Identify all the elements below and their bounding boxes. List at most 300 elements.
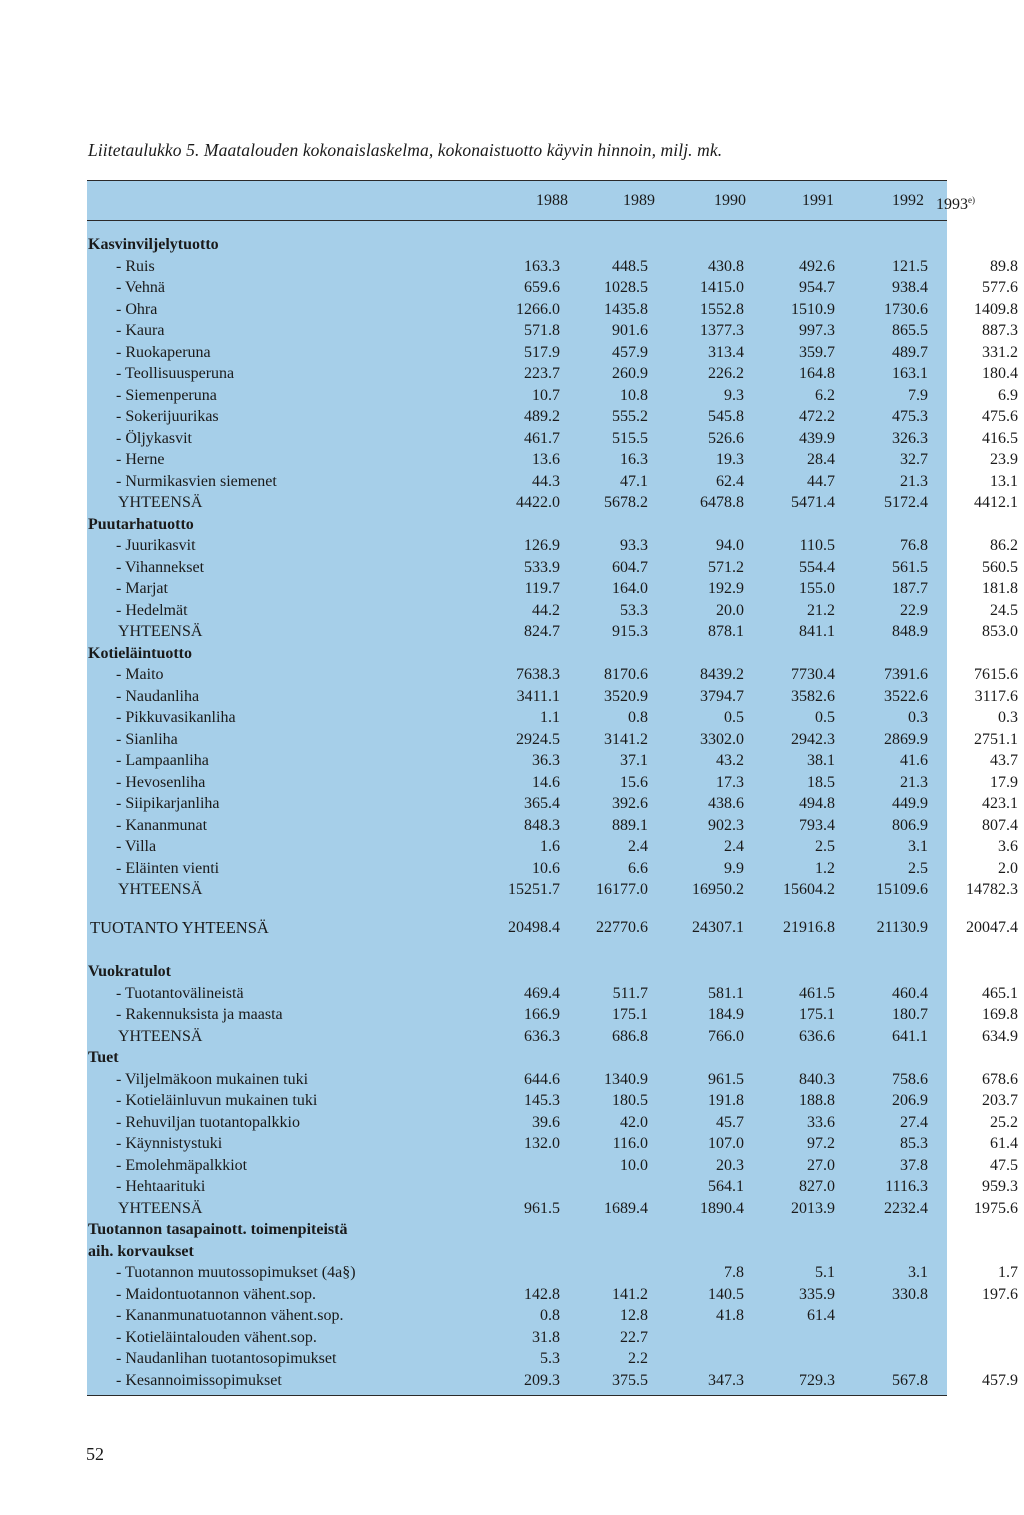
value-cell-1992: 85.3: [900, 1135, 928, 1152]
value-cell-1991: 335.9: [799, 1286, 835, 1303]
table-row: [88, 385, 1018, 406]
value-cell-1992: 0.3: [908, 709, 928, 726]
value-cell-1992: 163.1: [892, 365, 928, 382]
value-cell-1989: 901.6: [612, 322, 648, 339]
row-label: - Ruis: [116, 258, 155, 275]
table-row: [88, 707, 1018, 728]
value-cell-1991: 164.8: [799, 365, 835, 382]
year-header-1988: 1988: [536, 192, 568, 209]
row-label: - Kananmunat: [116, 817, 208, 834]
table-row: [88, 1327, 944, 1348]
value-cell-1990: 3794.7: [700, 688, 744, 705]
value-cell-1992: 326.3: [892, 430, 928, 447]
value-cell-1988: 644.6: [524, 1071, 560, 1088]
row-label: - Maito: [116, 666, 164, 683]
table-row: [88, 1370, 1018, 1391]
row-label: - Naudanliha: [116, 688, 200, 705]
row-label: - Viljelmäkoon mukainen tuki: [116, 1071, 309, 1088]
value-cell-1992: 449.9: [892, 795, 928, 812]
table-row: [88, 750, 1018, 771]
value-cell-1991: 110.5: [799, 537, 835, 554]
value-cell-1993: 331.2: [982, 344, 1018, 361]
value-cell-1989: 1028.5: [604, 279, 648, 296]
table-row: [88, 1112, 1018, 1133]
value-cell-1988: 1.1: [540, 709, 560, 726]
subtotal-row: [88, 1198, 1018, 1219]
table-row: [88, 320, 1018, 341]
value-cell-1989: 375.5: [612, 1372, 648, 1389]
value-cell-1993: 1975.6: [974, 1200, 1018, 1217]
value-cell-1990: 430.8: [708, 258, 744, 275]
table-row: [88, 686, 1018, 707]
value-cell-1993: 560.5: [982, 559, 1018, 576]
value-cell-1992: 489.7: [892, 344, 928, 361]
section-header-row: [88, 1219, 944, 1240]
year-header-1990: 1990: [714, 192, 746, 209]
value-cell-1990: 545.8: [708, 408, 744, 425]
value-cell-1991: 155.0: [799, 580, 835, 597]
value-cell-1993: 89.8: [990, 258, 1018, 275]
value-cell-1993: 13.1: [990, 473, 1018, 490]
table-row: [88, 793, 1018, 814]
value-cell-1990: 1552.8: [700, 301, 744, 318]
value-cell-1989: 10.8: [620, 387, 648, 404]
value-cell-1991: 175.1: [799, 1006, 835, 1023]
value-cell-1988: 223.7: [524, 365, 560, 382]
value-cell-1990: 43.2: [716, 752, 744, 769]
value-cell-1989: 515.5: [612, 430, 648, 447]
value-cell-1992: 806.9: [892, 817, 928, 834]
value-cell-1989: 3141.2: [604, 731, 648, 748]
row-label: - Vehnä: [116, 279, 166, 296]
value-cell-1993: 1.7: [998, 1264, 1018, 1281]
table-row: [88, 256, 1018, 277]
year-header-1993: [882, 190, 975, 215]
value-cell-1991: 97.2: [807, 1135, 835, 1152]
value-cell-1992: 1116.3: [885, 1178, 928, 1195]
table-row: [88, 363, 1018, 384]
value-cell-1993: 86.2: [990, 537, 1018, 554]
value-cell-1993: 4412.1: [974, 494, 1018, 511]
value-cell-1991: 554.4: [799, 559, 835, 576]
value-cell-1991: 33.6: [807, 1114, 835, 1131]
row-label: - Öljykasvit: [116, 430, 192, 447]
value-cell-1990: 7.8: [724, 1264, 744, 1281]
value-cell-1993: 61.4: [990, 1135, 1018, 1152]
table-row: [88, 406, 1018, 427]
value-cell-1991: 15604.2: [783, 881, 835, 898]
row-label: - Siemenperuna: [116, 387, 217, 404]
value-cell-1991: 38.1: [807, 752, 835, 769]
table-row: [88, 1069, 1018, 1090]
table-row: [88, 535, 1018, 556]
value-cell-1989: 116.0: [612, 1135, 648, 1152]
value-cell-1993: 14782.3: [966, 881, 1018, 898]
value-cell-1990: 17.3: [716, 774, 744, 791]
value-cell-1988: 119.7: [524, 580, 560, 597]
value-cell-1992: 76.8: [900, 537, 928, 554]
value-cell-1993: 2.0: [998, 860, 1018, 877]
subtotal-row: [88, 621, 1018, 642]
value-cell-1990: 1377.3: [700, 322, 744, 339]
subtotal-row: [88, 1026, 1018, 1047]
value-cell-1989: 555.2: [612, 408, 648, 425]
value-cell-1988: 145.3: [524, 1092, 560, 1109]
value-cell-1992: 1730.6: [884, 301, 928, 318]
value-cell-1989: 457.9: [612, 344, 648, 361]
row-label: - Naudanlihan tuotantosopimukset: [116, 1350, 337, 1367]
value-cell-1992: 27.4: [900, 1114, 928, 1131]
value-cell-1991: 793.4: [799, 817, 835, 834]
section-label: Tuet: [88, 1049, 119, 1066]
table-row: [88, 1176, 1018, 1197]
value-cell-1992: 21.3: [900, 774, 928, 791]
row-label: - Nurmikasvien siemenet: [116, 473, 277, 490]
value-cell-1993: 7615.6: [974, 666, 1018, 683]
value-cell-1993: 0.3: [998, 709, 1018, 726]
value-cell-1992: 3.1: [908, 1264, 928, 1281]
value-cell-1988: 3411.1: [516, 688, 560, 705]
value-cell-1993: 6.9: [998, 387, 1018, 404]
value-cell-1989: 511.7: [612, 985, 648, 1002]
value-cell-1991: 3582.6: [791, 688, 835, 705]
section-header-row: [88, 961, 944, 982]
value-cell-1991: 2013.9: [791, 1200, 835, 1217]
table-caption: Liitetaulukko 5. Maatalouden kokonaislaskelma, kokonaistuotto käyvin hinnoin, milj. mk.: [88, 140, 723, 160]
row-label: - Kotieläintalouden vähent.sop.: [116, 1329, 317, 1346]
value-cell-1992: 37.8: [900, 1157, 928, 1174]
table-row: [88, 729, 1018, 750]
page-number: 52: [86, 1444, 104, 1464]
value-cell-1988: 1.6: [540, 838, 560, 855]
header-rule: [87, 220, 947, 221]
top-rule: [87, 180, 947, 181]
row-label: - Teollisuusperuna: [116, 365, 235, 382]
value-cell-1989: 5678.2: [604, 494, 648, 511]
section-label: Kasvinviljelytuotto: [88, 236, 219, 253]
value-cell-1991: 1.2: [815, 860, 835, 877]
row-label: - Villa: [116, 838, 157, 855]
value-cell-1992: 22.9: [900, 602, 928, 619]
row-label: - Lampaanliha: [116, 752, 209, 769]
value-cell-1990: 140.5: [708, 1286, 744, 1303]
value-cell-1990: 766.0: [708, 1028, 744, 1045]
value-cell-1990: 347.3: [708, 1372, 744, 1389]
value-cell-1990: 564.1: [708, 1178, 744, 1195]
value-cell-1988: 209.3: [524, 1372, 560, 1389]
table-row: [88, 1305, 944, 1326]
value-cell-1988: 20498.4: [508, 919, 560, 936]
row-label: - Rakennuksista ja maasta: [116, 1006, 283, 1023]
value-cell-1989: 141.2: [612, 1286, 648, 1303]
value-cell-1991: 636.6: [799, 1028, 835, 1045]
value-cell-1991: 997.3: [799, 322, 835, 339]
value-cell-1988: 571.8: [524, 322, 560, 339]
value-cell-1989: 42.0: [620, 1114, 648, 1131]
value-cell-1993: 887.3: [982, 322, 1018, 339]
row-label: - Kesannoimissopimukset: [116, 1372, 282, 1389]
value-cell-1991: 188.8: [799, 1092, 835, 1109]
section-label: aih. korvaukset: [88, 1243, 194, 1260]
section-header-row: [88, 234, 944, 255]
value-cell-1990: 94.0: [716, 537, 744, 554]
value-cell-1991: 359.7: [799, 344, 835, 361]
value-cell-1990: 24307.1: [692, 919, 744, 936]
value-cell-1988: 461.7: [524, 430, 560, 447]
table-row: [88, 815, 1018, 836]
value-cell-1992: 7.9: [908, 387, 928, 404]
value-cell-1993: 169.8: [982, 1006, 1018, 1023]
value-cell-1991: 44.7: [807, 473, 835, 490]
value-cell-1989: 448.5: [612, 258, 648, 275]
row-label: YHTEENSÄ: [118, 1200, 203, 1217]
value-cell-1993: 3.6: [998, 838, 1018, 855]
row-label: - Siipikarjanliha: [116, 795, 220, 812]
row-label: - Ruokaperuna: [116, 344, 211, 361]
value-cell-1992: 475.3: [892, 408, 928, 425]
value-cell-1989: 37.1: [620, 752, 648, 769]
value-cell-1988: 44.3: [532, 473, 560, 490]
value-cell-1988: 2924.5: [516, 731, 560, 748]
value-cell-1989: 164.0: [612, 580, 648, 597]
section-label: Kotieläintuotto: [88, 645, 192, 662]
value-cell-1989: 10.0: [620, 1157, 648, 1174]
row-label: - Kotieläinluvun mukainen tuki: [116, 1092, 318, 1109]
value-cell-1993: 457.9: [982, 1372, 1018, 1389]
row-label: - Rehuviljan tuotantopalkkio: [116, 1114, 300, 1131]
value-cell-1990: 226.2: [708, 365, 744, 382]
value-cell-1989: 22.7: [620, 1329, 648, 1346]
value-cell-1989: 53.3: [620, 602, 648, 619]
value-cell-1988: 31.8: [532, 1329, 560, 1346]
value-cell-1991: 439.9: [799, 430, 835, 447]
row-label: YHTEENSÄ: [118, 881, 203, 898]
value-cell-1992: 865.5: [892, 322, 928, 339]
value-cell-1988: 469.4: [524, 985, 560, 1002]
row-label: - Tuotannon muutossopimukset (4a§): [116, 1264, 356, 1281]
value-cell-1993: 25.2: [990, 1114, 1018, 1131]
value-cell-1991: 494.8: [799, 795, 835, 812]
value-cell-1990: 62.4: [716, 473, 744, 490]
row-label: - Herne: [116, 451, 165, 468]
table-row: [88, 277, 1018, 298]
value-cell-1989: 260.9: [612, 365, 648, 382]
value-cell-1988: 15251.7: [508, 881, 560, 898]
row-label: - Marjat: [116, 580, 168, 597]
value-cell-1988: 10.7: [532, 387, 560, 404]
value-cell-1989: 0.8: [628, 709, 648, 726]
value-cell-1992: 758.6: [892, 1071, 928, 1088]
row-label: - Kananmunatuotannon vähent.sop.: [116, 1307, 344, 1324]
value-cell-1989: 392.6: [612, 795, 648, 812]
value-cell-1992: 180.7: [892, 1006, 928, 1023]
value-cell-1993: 180.4: [982, 365, 1018, 382]
value-cell-1990: 20.3: [716, 1157, 744, 1174]
value-cell-1988: 489.2: [524, 408, 560, 425]
table-row: [88, 1155, 1018, 1176]
value-cell-1990: 878.1: [708, 623, 744, 640]
value-cell-1992: 21.3: [900, 473, 928, 490]
row-label: - Vihannekset: [116, 559, 205, 576]
row-label: - Juurikasvit: [116, 537, 196, 554]
value-cell-1990: 902.3: [708, 817, 744, 834]
table-row: [88, 1004, 1018, 1025]
year-header-1989: 1989: [623, 192, 655, 209]
value-cell-1991: 461.5: [799, 985, 835, 1002]
value-cell-1993: 47.5: [990, 1157, 1018, 1174]
value-cell-1992: 32.7: [900, 451, 928, 468]
value-cell-1992: 5172.4: [884, 494, 928, 511]
table-row: [88, 578, 1018, 599]
value-cell-1989: 15.6: [620, 774, 648, 791]
value-cell-1991: 61.4: [807, 1307, 835, 1324]
value-cell-1988: 13.6: [532, 451, 560, 468]
table-row: [88, 1090, 1018, 1111]
value-cell-1988: 636.3: [524, 1028, 560, 1045]
value-cell-1989: 604.7: [612, 559, 648, 576]
value-cell-1989: 686.8: [612, 1028, 648, 1045]
value-cell-1991: 5471.4: [791, 494, 835, 511]
value-cell-1991: 5.1: [815, 1264, 835, 1281]
value-cell-1991: 7730.4: [791, 666, 835, 683]
value-cell-1992: 2232.4: [884, 1200, 928, 1217]
row-label: YHTEENSÄ: [118, 494, 203, 511]
value-cell-1990: 526.6: [708, 430, 744, 447]
value-cell-1992: 938.4: [892, 279, 928, 296]
table-row: [88, 1133, 1018, 1154]
row-label: - Sianliha: [116, 731, 178, 748]
row-label: - Kaura: [116, 322, 165, 339]
value-cell-1991: 2942.3: [791, 731, 835, 748]
value-cell-1993: 853.0: [982, 623, 1018, 640]
value-cell-1988: 163.3: [524, 258, 560, 275]
value-cell-1991: 827.0: [799, 1178, 835, 1195]
table-row: [88, 1348, 944, 1369]
value-cell-1990: 571.2: [708, 559, 744, 576]
value-cell-1991: 954.7: [799, 279, 835, 296]
value-cell-1988: 39.6: [532, 1114, 560, 1131]
value-cell-1988: 5.3: [540, 1350, 560, 1367]
value-cell-1991: 1510.9: [791, 301, 835, 318]
value-cell-1990: 191.8: [708, 1092, 744, 1109]
section-header-row: [88, 514, 944, 535]
table-row: [88, 557, 1018, 578]
value-cell-1988: 4422.0: [516, 494, 560, 511]
row-label: - Maidontuotannon vähent.sop.: [116, 1286, 316, 1303]
value-cell-1990: 19.3: [716, 451, 744, 468]
table-row: [88, 428, 1018, 449]
value-cell-1993: 807.4: [982, 817, 1018, 834]
value-cell-1992: 567.8: [892, 1372, 928, 1389]
value-cell-1988: 1266.0: [516, 301, 560, 318]
value-cell-1993: 634.9: [982, 1028, 1018, 1045]
bottom-rule: [87, 1395, 947, 1396]
value-cell-1990: 1890.4: [700, 1200, 744, 1217]
table-row: [88, 772, 1018, 793]
value-cell-1990: 6478.8: [700, 494, 744, 511]
value-cell-1992: 561.5: [892, 559, 928, 576]
value-cell-1992: 121.5: [892, 258, 928, 275]
value-cell-1989: 915.3: [612, 623, 648, 640]
estimate-note: e): [968, 195, 975, 205]
value-cell-1992: 641.1: [892, 1028, 928, 1045]
value-cell-1990: 16950.2: [692, 881, 744, 898]
value-cell-1992: 21130.9: [876, 919, 928, 936]
value-cell-1992: 206.9: [892, 1092, 928, 1109]
value-cell-1993: 678.6: [982, 1071, 1018, 1088]
year-header-1991: 1991: [802, 192, 834, 209]
table-row: [88, 471, 1018, 492]
value-cell-1993: 2751.1: [974, 731, 1018, 748]
value-cell-1989: 2.2: [628, 1350, 648, 1367]
row-label: - Pikkuvasikanliha: [116, 709, 236, 726]
table-row: [88, 858, 1018, 879]
row-label: TUOTANTO YHTEENSÄ: [90, 918, 269, 937]
value-cell-1989: 93.3: [620, 537, 648, 554]
value-cell-1989: 3520.9: [604, 688, 648, 705]
value-cell-1989: 1435.8: [604, 301, 648, 318]
value-cell-1991: 18.5: [807, 774, 835, 791]
value-cell-1991: 0.5: [815, 709, 835, 726]
value-cell-1990: 41.8: [716, 1307, 744, 1324]
row-label: - Hehtaarituki: [116, 1178, 206, 1195]
table-row: [88, 1262, 1018, 1283]
row-label: - Ohra: [116, 301, 158, 318]
value-cell-1990: 581.1: [708, 985, 744, 1002]
section-label: Tuotannon tasapainott. toimenpiteistä: [88, 1221, 348, 1238]
value-cell-1988: 14.6: [532, 774, 560, 791]
value-cell-1993: 577.6: [982, 279, 1018, 296]
subtotal-row: [88, 879, 1018, 900]
value-cell-1991: 28.4: [807, 451, 835, 468]
value-cell-1988: 365.4: [524, 795, 560, 812]
value-cell-1991: 472.2: [799, 408, 835, 425]
value-cell-1990: 313.4: [708, 344, 744, 361]
value-cell-1989: 889.1: [612, 817, 648, 834]
table-row: [88, 1284, 1018, 1305]
value-cell-1990: 45.7: [716, 1114, 744, 1131]
value-cell-1991: 6.2: [815, 387, 835, 404]
value-cell-1991: 21.2: [807, 602, 835, 619]
value-cell-1991: 21916.8: [783, 919, 835, 936]
value-cell-1988: 36.3: [532, 752, 560, 769]
section-label: Puutarhatuotto: [88, 516, 194, 533]
table-row: [88, 449, 1018, 470]
value-cell-1993: 17.9: [990, 774, 1018, 791]
value-cell-1988: 659.6: [524, 279, 560, 296]
value-cell-1990: 0.5: [724, 709, 744, 726]
value-cell-1988: 126.9: [524, 537, 560, 554]
value-cell-1990: 107.0: [708, 1135, 744, 1152]
value-cell-1993: 423.1: [982, 795, 1018, 812]
value-cell-1991: 492.6: [799, 258, 835, 275]
value-cell-1991: 840.3: [799, 1071, 835, 1088]
value-cell-1989: 16177.0: [596, 881, 648, 898]
value-cell-1990: 3302.0: [700, 731, 744, 748]
value-cell-1988: 517.9: [524, 344, 560, 361]
value-cell-1992: 187.7: [892, 580, 928, 597]
value-cell-1993: 20047.4: [966, 919, 1018, 936]
year-header-row: [88, 190, 975, 213]
value-cell-1988: 848.3: [524, 817, 560, 834]
value-cell-1992: 7391.6: [884, 666, 928, 683]
row-label: - Hedelmät: [116, 602, 188, 619]
year-1993-label: 1993: [936, 196, 968, 213]
value-cell-1989: 1340.9: [604, 1071, 648, 1088]
table-row: [88, 342, 1018, 363]
value-cell-1993: 197.6: [982, 1286, 1018, 1303]
value-cell-1988: 132.0: [524, 1135, 560, 1152]
